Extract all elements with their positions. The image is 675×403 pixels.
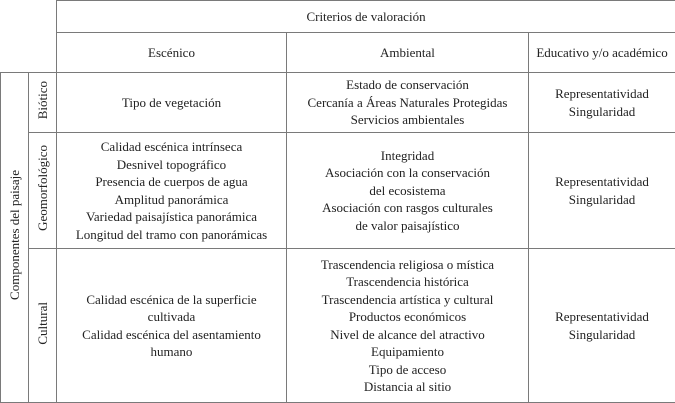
column-header-ambiental: Ambiental — [287, 33, 529, 73]
cell-line: Equipamiento — [291, 343, 524, 361]
cell-line: Estado de conservación — [291, 76, 524, 94]
cell-line: Distancia al sitio — [291, 378, 524, 396]
cell-line: Tipo de vegetación — [61, 94, 282, 112]
cell-line: Desnivel topográfico — [61, 156, 282, 174]
cell-line: Cercanía a Áreas Naturales Protegidas — [291, 94, 524, 112]
side-label-cell — [1, 73, 29, 403]
side-label: Componentes del paisaje — [6, 170, 24, 300]
component-label: Biótico — [34, 81, 52, 119]
cell-line: Asociación con la conservación — [291, 164, 524, 182]
educativo-cell — [529, 133, 675, 249]
cell-line: de valor paisajístico — [291, 217, 524, 235]
cell-line: cultivada — [61, 308, 282, 326]
cell-line: Calidad escénica intrínseca — [61, 138, 282, 156]
ambiental-cell — [287, 73, 529, 133]
cell-line: Amplitud panorámica — [61, 191, 282, 209]
cell-line: del ecosistema — [291, 182, 524, 200]
component-label: Geomorfológico — [34, 145, 52, 231]
criteria-header: Criterios de valoración — [57, 1, 675, 33]
component-cell-biotico — [29, 73, 57, 133]
cell-line: Longitud del tramo con panorámicas — [61, 226, 282, 244]
corner-blank — [1, 1, 57, 73]
component-label: Cultural — [34, 302, 52, 345]
cell-line: Representatividad — [533, 173, 671, 191]
cell-line: Tipo de acceso — [291, 361, 524, 379]
cell-line: Singularidad — [533, 191, 671, 209]
cell-line: Trascendencia histórica — [291, 273, 524, 291]
cell-line: Singularidad — [533, 326, 671, 344]
component-cell-geomorfologico — [29, 133, 57, 249]
cell-line: Trascendencia artística y cultural — [291, 291, 524, 309]
column-header-educativo: Educativo y/o académico — [529, 33, 675, 73]
cell-line: Trascendencia religiosa o mística — [291, 256, 524, 274]
cell-line: Integridad — [291, 147, 524, 165]
column-header-escenico: Escénico — [57, 33, 287, 73]
ambiental-cell — [287, 249, 529, 403]
cell-line: Productos económicos — [291, 308, 524, 326]
ambiental-cell — [287, 133, 529, 249]
educativo-cell — [529, 73, 675, 133]
escenico-cell — [57, 133, 287, 249]
cell-line: Asociación con rasgos culturales — [291, 199, 524, 217]
cell-line: Representatividad — [533, 85, 671, 103]
cell-line: Representatividad — [533, 308, 671, 326]
cell-line: Servicios ambientales — [291, 111, 524, 129]
escenico-cell — [57, 73, 287, 133]
cell-line: Singularidad — [533, 103, 671, 121]
cell-line: Presencia de cuerpos de agua — [61, 173, 282, 191]
cell-line: Nivel de alcance del atractivo — [291, 326, 524, 344]
cell-line: Calidad escénica del asentamiento — [61, 326, 282, 344]
cell-line: humano — [61, 343, 282, 361]
escenico-cell — [57, 249, 287, 403]
component-cell-cultural — [29, 249, 57, 403]
cell-line: Calidad escénica de la superficie — [61, 291, 282, 309]
educativo-cell — [529, 249, 675, 403]
cell-line: Variedad paisajística panorámica — [61, 208, 282, 226]
